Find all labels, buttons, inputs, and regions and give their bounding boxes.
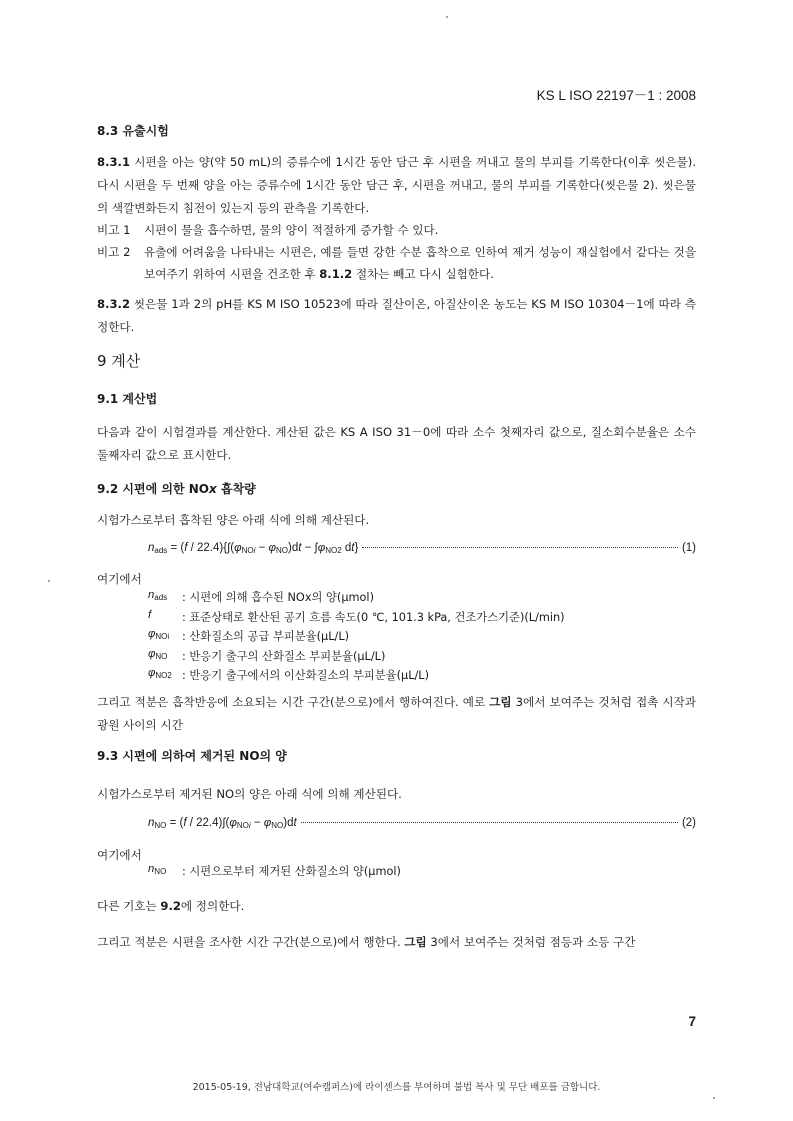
section-heading-8-3: 8.3 유출시험 [97,124,169,138]
symbol-subscript: NOi [155,632,170,641]
symbol: $\varphi_{NO}$ [148,647,168,661]
symbol: $n_{NO}$ [148,863,167,876]
symbol-description: : 시편으로부터 제거된 산화질소의 양(μmol) [182,865,401,878]
symbol-subscript: ads [154,593,168,602]
clause-reference: 8.1.2 [319,267,353,281]
paragraph-other-symbols: 다른 기호는 9.2에 정의한다. [97,899,245,913]
paragraph-9-1: 다음과 같이 시험결과를 계산한다. 계산된 값은 KS A ISO 31－0에 따라 소수 첫째자리 값으로, 질소회수분율은 소수 둘째자리 값으로 표시한다. [97,425,696,462]
figure-reference: 그림 [404,935,427,949]
clause-reference: 9.2 [160,899,181,913]
where-label: 여기에서 [97,848,142,862]
paragraph-8-3-2 [97,293,696,339]
note-text: 시편이 물을 흡수하면, 물의 양이 적절하게 증가할 수 있다. [144,223,439,237]
paragraph-8-3-1 [97,151,696,220]
symbol-subscript: NO [154,867,167,876]
equation-expression: $n_{ads} = (f / 22.4)\{\int(\varphi_{NOi} - \varphi_{NO})dt - \int\varphi_{NO2}$ dt} [148,542,359,555]
symbol-description: : 반응기 출구에서의 이산화질소의 부피분율(μL/L) [182,669,429,682]
symbol: $\varphi_{NOi}$ [148,628,170,641]
license-footer: 2015-05-19, 전남대학교(여수캠퍼스)에 라이센스를 부여하며 불법 복사 및 무단 배포를 금합니다. [192,1082,601,1093]
equation-2 [148,817,696,830]
paragraph-9-3-tail: 그리고 적분은 시편을 조사한 시간 구간(분으로)에서 행한다. 그림 3에서 보여주는 것처럼 점등과 소등 구간 [97,935,636,949]
scan-speck [446,16,448,18]
symbol-definition [148,628,349,644]
paragraph-9-3-intro: 시험가스로부터 제거된 NO의 양은 아래 식에 의해 계산된다. [97,787,402,801]
note-label: 비고 1 [97,223,131,237]
symbol-subscript: NO2 [155,671,172,680]
where-label: 여기에서 [97,572,142,586]
section-heading-9: 9 계산 [97,352,141,370]
symbol: f [148,608,152,621]
symbol: $\varphi_{NO2}$ [148,667,172,680]
standard-number: KS L ISO 22197－1 : 2008 [536,88,696,103]
symbol-description: : 반응기 출구의 산화질소 부피분율(μL/L) [182,649,386,663]
paragraph-9-2-intro: 시험가스로부터 흡착된 양은 아래 식에 의해 계산된다. [97,513,370,527]
symbol-definition [148,589,374,605]
symbol-definition [148,648,385,664]
paragraph-text: 씻은물 1과 2의 pH를 KS M ISO 10523에 따라 질산이온, 아질산이온 농도는 KS M ISO 10304－1에 따라 측정한다. [97,297,696,334]
equation-number: (2) [681,817,696,829]
symbol-description: : 시편에 의해 흡수된 NOx의 양(μmol) [182,591,374,604]
note-text: 유출에 어려움을 나타내는 시편은, 예를 들면 강한 수분 흡착으로 인하여 제거 성능이 재실험에서 같다는 것을 보여주기 위하여 시편을 건조한 후 8.1.2 절차는 빼고 다시 실험한다. [144,245,696,281]
note-label: 비고 2 [97,245,131,259]
equation-expression: $n_{NO} = (f / 22.4)\int(\varphi_{NOi} - \varphi_{NO})dt$ [148,817,297,830]
symbol-description: : 표준상태로 환산된 공기 흐름 속도(0 ℃, 101.3 kPa, 건조가스기준)(L/min) [182,610,565,624]
clause-number: 8.3.1 [97,155,131,169]
leader-dots [301,821,678,823]
paragraph-9-2-tail: 그리고 적분은 흡착반응에 소요되는 시간 구간(분으로)에서 행하여진다. 예로 그림 3에서 보여주는 것처럼 접촉 시작과 광원 사이의 시간 [97,695,696,732]
symbol: $n_{ads}$ [148,589,168,602]
equation-1 [148,542,696,555]
page-number: 7 [688,1014,696,1029]
paragraph-text: 시편을 아는 양(약 50 mL)의 증류수에 1시간 동안 담근 후 시편을 꺼내고 물의 부피를 기록한다(이후 씻은물). 다시 시편을 두 번째 양을 아는 증류수에 1시간 동안 담근 후, 시편을 꺼내고, 물의 부피를 기록한다(씻은물 2). 씻은물의 색깔변화든지 침전이 있는지 등의 관측을 기록한다. [97,155,697,215]
note-1 [97,219,696,241]
scan-speck [48,580,50,582]
symbol-subscript: NO [155,651,168,661]
section-heading-9-1: 9.1 계산법 [97,392,158,406]
symbol-definition [148,609,565,625]
figure-reference: 그림 [489,695,512,709]
symbol-definition [148,667,429,683]
section-heading-9-2: 9.2 시편에 의한 NOx 흡착량 [97,482,256,496]
notes-block [97,219,696,285]
equation-number: (1) [681,542,696,554]
symbol-definition [148,863,401,879]
leader-dots [362,546,678,548]
section-heading-9-3: 9.3 시편에 의하여 제거된 NO의 양 [97,749,287,763]
note-2 [97,241,696,285]
clause-number: 8.3.2 [97,297,131,311]
scan-speck [713,1097,715,1099]
symbol-description: : 산화질소의 공급 부피분율(μL/L) [182,630,350,643]
